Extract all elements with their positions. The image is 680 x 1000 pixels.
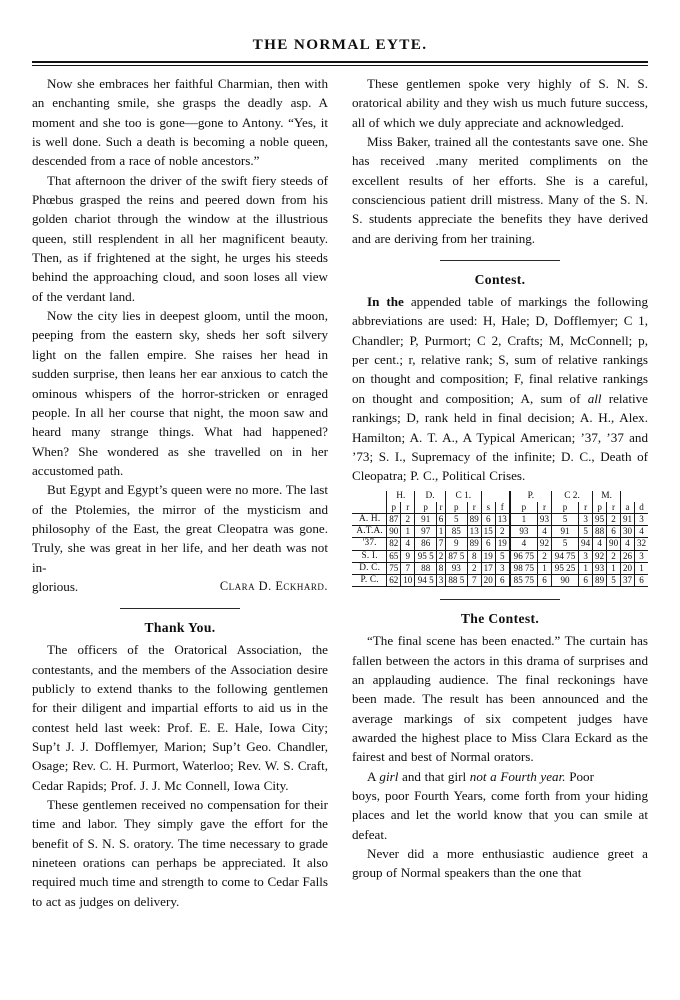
- section-heading-the-contest: The Contest.: [460, 611, 540, 627]
- table-row: [352, 574, 648, 586]
- table-row-label: P. C.: [352, 574, 387, 586]
- table-cell: 1: [510, 513, 538, 525]
- table-cell: 91: [415, 513, 437, 525]
- table-cell: 92: [537, 538, 551, 550]
- table-cell: 30: [621, 526, 635, 538]
- table-cell: 90: [607, 538, 621, 550]
- table-cell: 2: [607, 550, 621, 562]
- paragraph: The officers of the Oratorical Association, the contestants, and the members of the Association desire publicly to extend thanks to the following gentlemen for their diligent and impartial efforts to aid us in the contest held last week: Prof. E. E. Hale, Iowa City; Sup’t J. J. Dofflemyer, Marion; Sup’t Geo. Chandler, Osage; Rev. C. H. Purmort, Waterloo; Rev. W. S. Craft, Cedar Rapids; Prof. J. J. Mc Connell, Iowa City.: [32, 642, 328, 793]
- two-column-body: [0, 74, 680, 911]
- table-cell: 7: [467, 574, 481, 586]
- paragraph: Now she embraces her faithful Charmian, then with an enchanting smile, she grasps the deadly asp. A moment and she too is gone—gone to Antony. “Yes, it is well done. Such a death is becoming a noble queen, descended from a race of noble ancestors.”: [32, 76, 328, 169]
- table-cell: 3: [579, 550, 593, 562]
- sub-header-r: r: [537, 502, 551, 514]
- table-cell: 3: [437, 574, 446, 586]
- table-cell: 17: [481, 562, 495, 574]
- table-cell: 7: [437, 538, 446, 550]
- table-cell: 7: [401, 562, 415, 574]
- table-cell: 5: [445, 513, 467, 525]
- girl-mid: and that girl: [398, 768, 470, 784]
- group-header-spacer-s: [481, 491, 495, 502]
- author-signature: Clara D. Eckhard.: [219, 578, 328, 593]
- table-cell: 93: [510, 526, 538, 538]
- table-cell: 89: [467, 513, 481, 525]
- table-cell: 95 5: [415, 550, 437, 562]
- sub-header-f: f: [495, 502, 510, 514]
- sub-header-r: r: [607, 502, 621, 514]
- group-header-mcconnell: M.: [593, 491, 621, 502]
- table-cell: 5: [607, 574, 621, 586]
- table-cell: 90: [387, 526, 401, 538]
- key-body-tail: relative rankings; D, rank held in final decision; A. H., Alex. Hamilton; A. T. A., A Typical American; ’37, ’37 and ’73; S. I., Supremacy of the infinite; D. C., Death of Cleopatra; P. C., Political Crises.: [352, 390, 648, 484]
- markings-table-wrapper: [352, 491, 648, 588]
- table-cell: 88: [415, 562, 437, 574]
- group-header-chandler: C 1.: [445, 491, 481, 502]
- table-row: [352, 562, 648, 574]
- table-cell: 2: [401, 513, 415, 525]
- sub-header-r: r: [579, 502, 593, 514]
- table-cell: 13: [495, 513, 510, 525]
- table-cell: 9: [401, 550, 415, 562]
- table-row: [352, 513, 648, 525]
- table-cell: 1: [635, 562, 648, 574]
- section-divider: [120, 608, 240, 609]
- paragraph-girl: [352, 767, 648, 786]
- table-cell: 3: [495, 562, 510, 574]
- table-cell: 82: [387, 538, 401, 550]
- table-cell: 85: [445, 526, 467, 538]
- table-cell: 2: [437, 550, 446, 562]
- table-cell: 97: [415, 526, 437, 538]
- table-cell: 5: [495, 550, 510, 562]
- markings-table: [352, 491, 648, 588]
- table-cell: 94 75: [551, 550, 578, 562]
- table-cell: 87: [387, 513, 401, 525]
- paragraph: “The final scene has been enacted.” The curtain has fallen between the actors in this drama of surprises and an applauding audience. The final reckonings have been made. The result has been announced and the average markings of six competent judges have awarded the highest place to Miss Clara Eckard as the fairest and best of Normal orators.: [352, 633, 648, 765]
- group-header-spacer-a: [621, 491, 635, 502]
- paragraph: boys, poor Fourth Years, come forth from your hiding places and let the world know that you can smile at defeat.: [352, 787, 648, 842]
- table-cell: 94 5: [415, 574, 437, 586]
- table-cell: 8: [467, 550, 481, 562]
- table-cell: 1: [437, 526, 446, 538]
- sub-header-p: p: [551, 502, 578, 514]
- table-cell: 5: [579, 526, 593, 538]
- table-cell: 98 75: [510, 562, 538, 574]
- paragraph: Never did a more enthusiastic audience greet a group of Normal speakers than the one that: [352, 845, 648, 881]
- table-cell: 92: [593, 550, 607, 562]
- table-cell: 6: [607, 526, 621, 538]
- table-cell: 19: [495, 538, 510, 550]
- paragraph: These gentlemen received no compensation for their time and labor. They simply gave the effort for the benefit of S. N. S. oratory. The time necessary to grade nineteen orations can perhaps be appreciated. It also required much time and strength to come to Cedar Falls to act as judges on delivery.: [32, 797, 328, 909]
- table-cell: 2: [537, 550, 551, 562]
- table-cell: 10: [401, 574, 415, 586]
- page-title: THE NORMAL EYTE.: [252, 36, 428, 53]
- section-divider: [440, 260, 560, 261]
- table-cell: 5: [551, 538, 578, 550]
- table-cell: 65: [387, 550, 401, 562]
- section-heading-contest-key: Contest.: [474, 272, 526, 288]
- table-cell: 3: [579, 513, 593, 525]
- sub-header-r: r: [401, 502, 415, 514]
- table-cell: 88: [593, 526, 607, 538]
- table-cell: 93: [537, 513, 551, 525]
- table-cell: 20: [621, 562, 635, 574]
- table-cell: 4: [537, 526, 551, 538]
- table-cell: 6: [635, 574, 648, 586]
- table-cell: 1: [401, 526, 415, 538]
- paragraph: Now the city lies in deepest gloom, until the moon, peeping from the eastern sky, sheds her soft silvery light on the fallen empire. She raises her head in sudden surprise, then leans her ear anxious to catch the ominous whispers of the horror-stricken or enraged people. In all her course that night, the moon saw and heard many strange things. What had happened? When? She wondered as she travelled on in her accustomed path.: [32, 308, 328, 478]
- table-cell: 85 75: [510, 574, 538, 586]
- table-cell: 15: [481, 526, 495, 538]
- table-cell: 37: [621, 574, 635, 586]
- table-cell: 1: [579, 562, 593, 574]
- table-row-label: D. C.: [352, 562, 387, 574]
- masthead-rule: [32, 61, 648, 66]
- group-header-hale: H.: [387, 491, 415, 502]
- key-italic-all: all: [587, 390, 602, 406]
- table-cell: 13: [467, 526, 481, 538]
- table-cell: 96 75: [510, 550, 538, 562]
- paragraph: These gentlemen spoke very highly of S. N. S. oratorical ability and they wish us much future success, all of which we duly appreciate and acknowledged.: [352, 76, 648, 130]
- table-head: [352, 491, 648, 514]
- table-cell: 91: [621, 513, 635, 525]
- corner-cell: [352, 491, 387, 502]
- sub-header-p: p: [445, 502, 467, 514]
- sub-header-a: a: [621, 502, 635, 514]
- paragraph: Miss Baker, trained all the contestants save one. She has received .many merited compliments on the excellent results of her efforts. She is a careful, consciencious patient drill mistress. Many of the S. N. S. students appreciate the benefits they have derived and are deriving from her training.: [352, 134, 648, 246]
- table-cell: 95 25: [551, 562, 578, 574]
- table-cell: 20: [481, 574, 495, 586]
- table-cell: 6: [437, 513, 446, 525]
- table-cell: 26: [621, 550, 635, 562]
- group-header-purmort: P.: [510, 491, 552, 502]
- table-row-label: '37.: [352, 538, 387, 550]
- group-header-crafts: C 2.: [551, 491, 592, 502]
- table-cell: 6: [481, 513, 495, 525]
- table-cell: 75: [387, 562, 401, 574]
- group-header-spacer-f: [495, 491, 510, 502]
- table-cell: 6: [579, 574, 593, 586]
- table-cell: 1: [607, 562, 621, 574]
- table-cell: 8: [437, 562, 446, 574]
- paragraph: That afternoon the driver of the swift fiery steeds of Phœbus grasped the reins and peered down from his golden chariot through the window at the illustrious queen, still resplendent in all her magnificent beauty. Then, as if frightened at the sight, he urges his steeds behind the approaching cloud, and soon loses all view of the verdant land.: [32, 172, 328, 304]
- group-header-dofflemyer: D.: [415, 491, 446, 502]
- girl-italic: girl: [379, 768, 399, 784]
- paragraph: But Egypt and Egypt’s queen were no more. The last of the Ptolemies, the mirror of the mysticism and philosophy of the East, the great Cleopatra was gone. Truly, she was great in her life, and her death was not in-: [32, 482, 328, 575]
- not-a-fourth-year-italic: not a Fourth year.: [469, 768, 566, 784]
- table-cell: 2: [495, 526, 510, 538]
- table-cell: 2: [467, 562, 481, 574]
- table-row-label: A.T.A.: [352, 526, 387, 538]
- section-divider: [440, 599, 560, 600]
- table-cell: 93: [445, 562, 467, 574]
- sub-header-p: p: [387, 502, 401, 514]
- sub-header-p: p: [415, 502, 437, 514]
- table-cell: 9: [445, 538, 467, 550]
- table-cell: 4: [593, 538, 607, 550]
- table-row-label: A. H.: [352, 513, 387, 525]
- table-cell: 93: [593, 562, 607, 574]
- table-cell: 4: [510, 538, 538, 550]
- table-cell: 94: [579, 538, 593, 550]
- table-cell: 86: [415, 538, 437, 550]
- table-cell: 5: [551, 513, 578, 525]
- table-cell: 2: [607, 513, 621, 525]
- table-cell: 90: [551, 574, 578, 586]
- table-cell: 87 5: [445, 550, 467, 562]
- table-row-label: S. I.: [352, 550, 387, 562]
- key-lead-in: In the: [367, 294, 404, 310]
- sub-header-p: p: [510, 502, 538, 514]
- section-heading-thank-you: Thank You.: [144, 620, 216, 636]
- table-cell: 3: [635, 513, 648, 525]
- table-cell: 19: [481, 550, 495, 562]
- table-cell: 91: [551, 526, 578, 538]
- sub-header-r: r: [437, 502, 446, 514]
- sub-header-p: p: [593, 502, 607, 514]
- table-cell: 88 5: [445, 574, 467, 586]
- table-row: [352, 526, 648, 538]
- table-cell: 32: [635, 538, 648, 550]
- left-column: [32, 74, 328, 911]
- table-row: [352, 538, 648, 550]
- sub-header-d: d: [635, 502, 648, 514]
- paragraph-tail: glorious.: [32, 578, 79, 594]
- table-cell: 89: [467, 538, 481, 550]
- girl-post: Poor: [565, 768, 594, 784]
- group-header-spacer-d: [635, 491, 648, 502]
- table-cell: 62: [387, 574, 401, 586]
- sub-header-r: r: [467, 502, 481, 514]
- table-cell: 6: [481, 538, 495, 550]
- table-cell: 1: [537, 562, 551, 574]
- table-row: [352, 550, 648, 562]
- key-body: appended table of markings the following abbreviations are used: H, Hale; D, Dofflemyer; C 1, Chandler; P, Purmort; C 2, Crafts; M, McConnell; p, per cent.; r, relative rank; S, sum of relative rankings on thought and composition; F, final relative rankings on thought and composition; A, sum of: [352, 294, 648, 406]
- corner-cell: [352, 502, 387, 514]
- sub-header-s: s: [481, 502, 495, 514]
- table-cell: 4: [621, 538, 635, 550]
- table-cell: 4: [401, 538, 415, 550]
- table-cell: 6: [495, 574, 510, 586]
- paragraph-abbreviation-key: [352, 292, 648, 485]
- table-cell: 4: [635, 526, 648, 538]
- table-sub-header-row: [352, 502, 648, 514]
- table-body: [352, 513, 648, 586]
- table-cell: 89: [593, 574, 607, 586]
- girl-pre: A: [367, 768, 380, 784]
- table-group-header-row: [352, 491, 648, 502]
- table-cell: 6: [537, 574, 551, 586]
- table-cell: 3: [635, 550, 648, 562]
- signature-line: [32, 577, 328, 596]
- table-cell: 95: [593, 513, 607, 525]
- right-column: [352, 74, 648, 911]
